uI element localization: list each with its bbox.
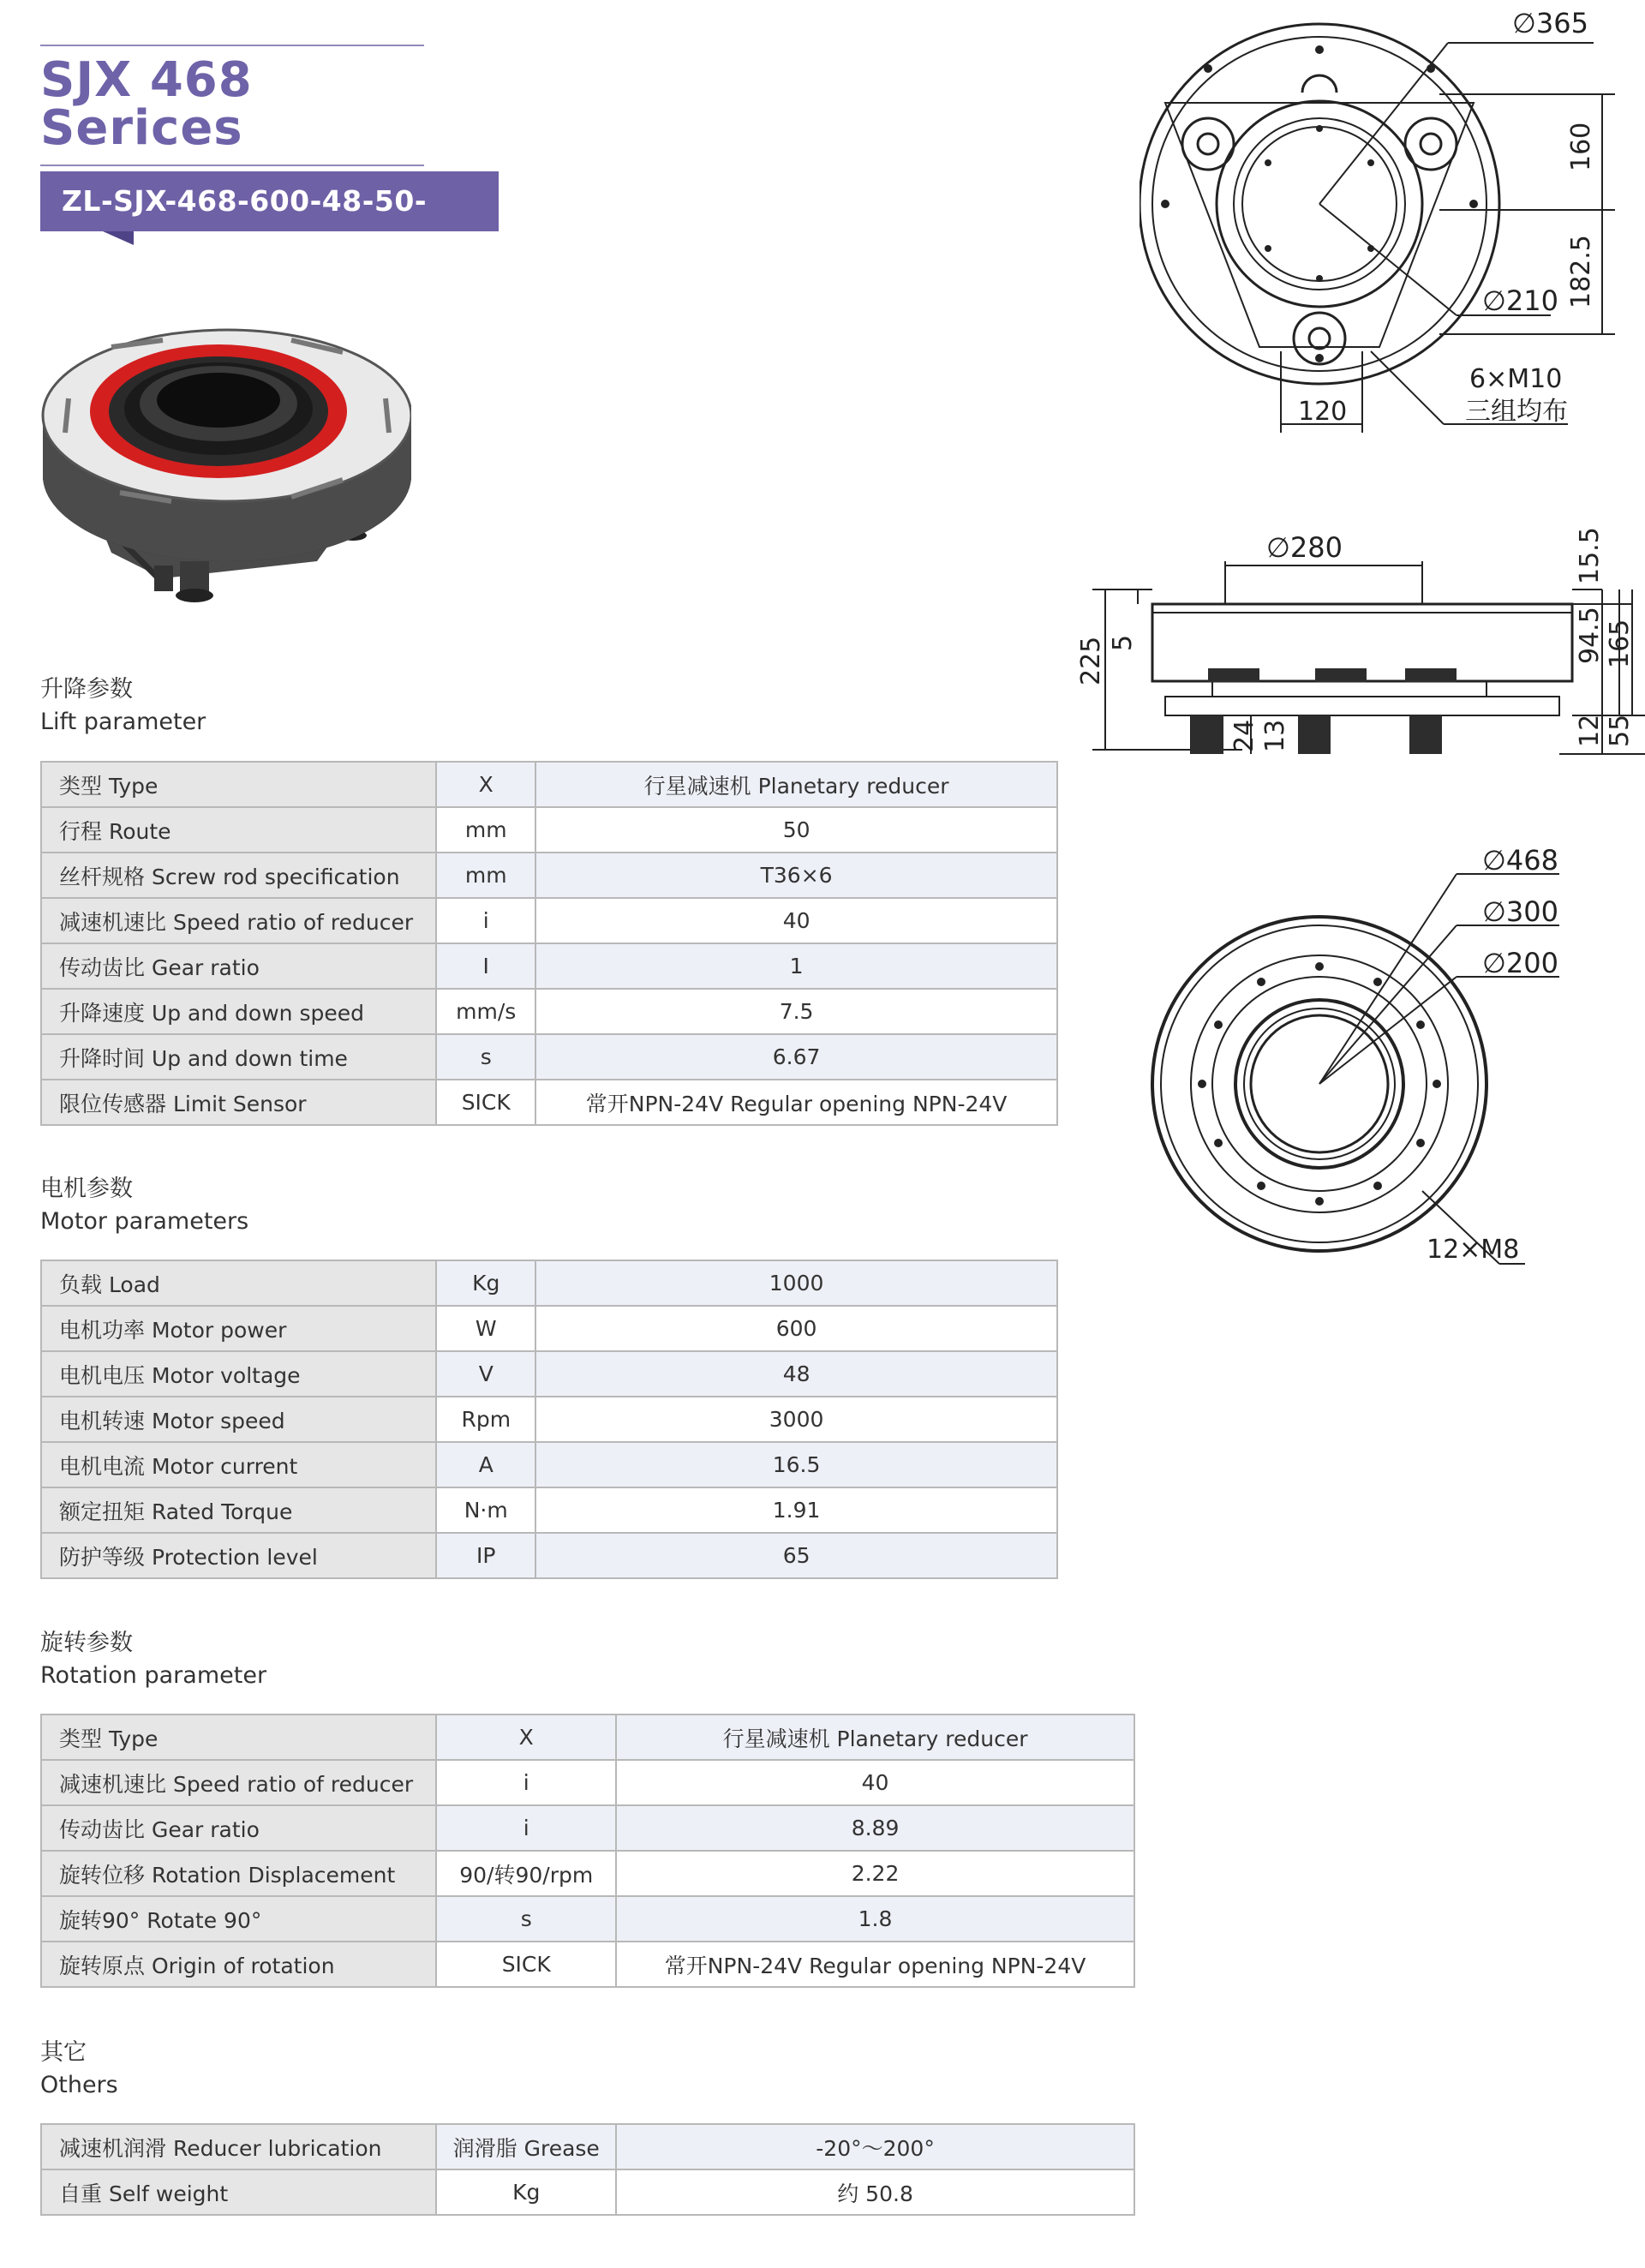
table-row xyxy=(41,898,1057,943)
param-unit: Kg xyxy=(436,1260,535,1306)
section-title-cn: 旋转参数 xyxy=(40,1630,133,1656)
param-name: 电机电压 Motor voltage xyxy=(41,1351,436,1397)
param-unit: mm/s xyxy=(436,989,535,1034)
section-title-en: Lift parameter xyxy=(40,709,206,735)
table-row xyxy=(41,1942,1134,1987)
param-unit: IP xyxy=(436,1533,535,1578)
table-row xyxy=(41,2124,1134,2169)
param-value: 7.5 xyxy=(535,989,1057,1034)
param-name: 旋转原点 Origin of rotation xyxy=(41,1942,436,1987)
motor-parameter-table xyxy=(40,1260,1058,1579)
param-name: 防护等级 Protection level xyxy=(41,1533,436,1578)
table-row xyxy=(41,1397,1057,1442)
dim-d280: ∅280 xyxy=(1266,531,1343,564)
param-unit: I xyxy=(436,943,535,989)
param-unit: s xyxy=(436,1896,616,1942)
param-value: -20°～200° xyxy=(616,2124,1134,2169)
table-row xyxy=(41,1760,1134,1805)
table-row xyxy=(41,1896,1134,1942)
table-row xyxy=(41,1260,1057,1306)
top-view-drawing xyxy=(1140,0,1645,446)
dim-13: 13 xyxy=(1260,719,1290,752)
dim-12: 12 xyxy=(1575,714,1605,747)
dim-d468: ∅468 xyxy=(1482,844,1558,877)
dim-screws-m8: 12×M8 xyxy=(1427,1235,1520,1265)
param-value: 约 50.8 xyxy=(616,2169,1134,2215)
param-value: 1.8 xyxy=(616,1896,1134,1942)
table-row xyxy=(41,853,1057,898)
dim-d365: ∅365 xyxy=(1512,7,1588,39)
dim-165: 165 xyxy=(1605,619,1635,668)
param-name: 限位传感器 Limit Sensor xyxy=(41,1080,436,1125)
param-value: 16.5 xyxy=(535,1442,1057,1487)
param-name: 减速机润滑 Reducer lubrication xyxy=(41,2124,436,2169)
title-block xyxy=(40,45,424,166)
table-row xyxy=(41,1851,1134,1896)
section-title-cn: 电机参数 xyxy=(40,1176,133,1202)
param-value: 常开NPN-24V Regular opening NPN-24V xyxy=(616,1942,1134,1987)
dim-d300: ∅300 xyxy=(1482,895,1558,928)
param-name: 升降速度 Up and down speed xyxy=(41,989,436,1034)
page-title: SJX 468 Serices xyxy=(40,52,253,156)
param-unit: X xyxy=(436,1714,616,1760)
param-name: 旋转位移 Rotation Displacement xyxy=(41,1851,436,1896)
param-unit: SICK xyxy=(436,1942,616,1987)
dim-5: 5 xyxy=(1108,634,1138,651)
param-unit: i xyxy=(436,1760,616,1805)
param-name: 电机功率 Motor power xyxy=(41,1306,436,1351)
model-code-banner: ZL-SJX-468-600-48-50-1000 xyxy=(40,171,499,231)
others-parameter-table xyxy=(40,2123,1135,2216)
dim-24: 24 xyxy=(1229,719,1259,752)
param-value: 40 xyxy=(535,898,1057,943)
section-title-en: Rotation parameter xyxy=(40,1662,267,1689)
rotation-parameter-table xyxy=(40,1714,1135,1988)
table-row xyxy=(41,762,1057,807)
param-value: 48 xyxy=(535,1351,1057,1397)
param-value: 3000 xyxy=(535,1397,1057,1442)
param-unit: i xyxy=(436,898,535,943)
product-image xyxy=(34,304,411,613)
dim-160: 160 xyxy=(1566,122,1596,171)
table-row xyxy=(41,1034,1057,1080)
param-unit: SICK xyxy=(436,1080,535,1125)
section-title-en: Others xyxy=(40,2072,118,2098)
dim-55: 55 xyxy=(1605,714,1635,747)
section-title-cn: 其它 xyxy=(40,2039,87,2066)
param-value: T36×6 xyxy=(535,853,1057,898)
param-value: 1 xyxy=(535,943,1057,989)
dim-15-5: 15.5 xyxy=(1575,527,1605,584)
param-value: 常开NPN-24V Regular opening NPN-24V xyxy=(535,1080,1057,1125)
param-unit: Rpm xyxy=(436,1397,535,1442)
param-name: 传动齿比 Gear ratio xyxy=(41,1805,436,1851)
param-value: 2.22 xyxy=(616,1851,1134,1896)
table-row xyxy=(41,1442,1057,1487)
param-value: 6.67 xyxy=(535,1034,1057,1080)
table-row xyxy=(41,989,1057,1034)
param-name: 升降时间 Up and down time xyxy=(41,1034,436,1080)
param-name: 旋转90° Rotate 90° xyxy=(41,1896,436,1942)
param-value: 50 xyxy=(535,807,1057,853)
param-unit: mm xyxy=(436,807,535,853)
section-heading-rotation xyxy=(40,1624,266,1689)
param-name: 电机转速 Motor speed xyxy=(41,1397,436,1442)
table-row xyxy=(41,1714,1134,1760)
section-title-en: Motor parameters xyxy=(40,1208,249,1235)
param-name: 传动齿比 Gear ratio xyxy=(41,943,436,989)
param-value: 40 xyxy=(616,1760,1134,1805)
param-value: 1000 xyxy=(535,1260,1057,1306)
dim-225: 225 xyxy=(1076,636,1106,685)
title-rule-bottom xyxy=(40,165,424,166)
table-row xyxy=(41,1487,1057,1533)
param-unit: s xyxy=(436,1034,535,1080)
dim-d210: ∅210 xyxy=(1482,284,1558,317)
dim-120: 120 xyxy=(1298,397,1348,427)
table-row xyxy=(41,807,1057,853)
param-value: 600 xyxy=(535,1306,1057,1351)
param-value: 8.89 xyxy=(616,1805,1134,1851)
table-row xyxy=(41,1805,1134,1851)
param-name: 丝杆规格 Screw rod specification xyxy=(41,853,436,898)
param-name: 负载 Load xyxy=(41,1260,436,1306)
side-view-drawing xyxy=(1071,523,1645,763)
param-name: 电机电流 Motor current xyxy=(41,1442,436,1487)
section-heading-lift xyxy=(40,670,206,735)
dim-screws-note: 三组均布 xyxy=(1465,397,1568,427)
param-unit: W xyxy=(436,1306,535,1351)
section-heading-others xyxy=(40,2033,118,2098)
banner-tail xyxy=(103,231,134,245)
param-name: 行程 Route xyxy=(41,807,436,853)
table-row xyxy=(41,1080,1057,1125)
param-unit: Kg xyxy=(436,2169,616,2215)
param-unit: N·m xyxy=(436,1487,535,1533)
param-value: 65 xyxy=(535,1533,1057,1578)
param-unit: mm xyxy=(436,853,535,898)
param-name: 自重 Self weight xyxy=(41,2169,436,2215)
param-unit: V xyxy=(436,1351,535,1397)
param-unit: A xyxy=(436,1442,535,1487)
table-row xyxy=(41,2169,1134,2215)
dim-94-5: 94.5 xyxy=(1575,607,1605,664)
param-name: 类型 Type xyxy=(41,762,436,807)
dim-182-5: 182.5 xyxy=(1566,235,1596,308)
param-unit: 90/转90/rpm xyxy=(436,1851,616,1896)
param-unit: X xyxy=(436,762,535,807)
table-row xyxy=(41,1533,1057,1578)
param-name: 类型 Type xyxy=(41,1714,436,1760)
param-name: 减速机速比 Speed ratio of reducer xyxy=(41,1760,436,1805)
section-heading-motor xyxy=(40,1170,248,1235)
param-value: 行星减速机 Planetary reducer xyxy=(535,762,1057,807)
lift-parameter-table xyxy=(40,761,1058,1126)
dim-d200: ∅200 xyxy=(1482,947,1558,979)
param-name: 减速机速比 Speed ratio of reducer xyxy=(41,898,436,943)
dim-screws-m10: 6×M10 xyxy=(1469,364,1563,394)
section-title-cn: 升降参数 xyxy=(40,676,133,703)
param-unit: 润滑脂 Grease xyxy=(436,2124,616,2169)
bottom-view-drawing xyxy=(1140,840,1645,1285)
param-value: 1.91 xyxy=(535,1487,1057,1533)
table-row xyxy=(41,1351,1057,1397)
param-value: 行星减速机 Planetary reducer xyxy=(616,1714,1134,1760)
param-name: 额定扭矩 Rated Torque xyxy=(41,1487,436,1533)
table-row xyxy=(41,1306,1057,1351)
table-row xyxy=(41,943,1057,989)
param-unit: i xyxy=(436,1805,616,1851)
